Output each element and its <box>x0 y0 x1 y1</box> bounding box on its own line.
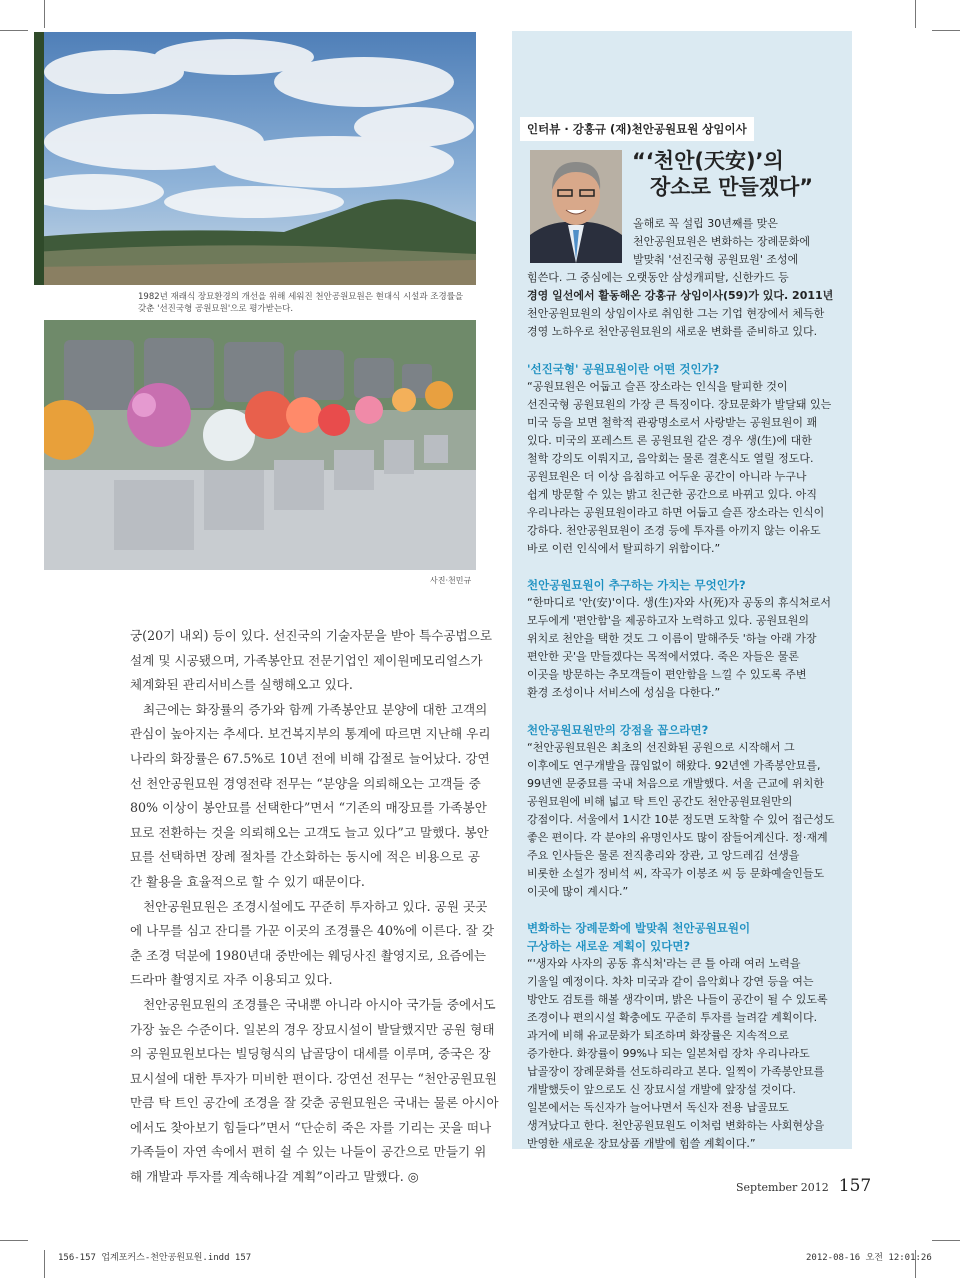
interview-answer-line: 편안한 곳'을 만들겠다는 목적에서였다. 죽은 자들은 물론 <box>527 650 799 663</box>
article-line: 관심이 높아지는 추세다. 보건복지부의 통계에 따르면 지난해 우리 <box>130 726 491 742</box>
interview-answer-line: 이곳에 많이 계시다.” <box>527 884 629 898</box>
interview-answer-line: 이곳을 방문하는 추모객들이 편안함을 느낄 수 있도록 주변 <box>527 668 807 681</box>
crop-mark <box>44 0 45 28</box>
article-line: 드라마 촬영지로 자주 이용되고 있다. <box>130 972 333 988</box>
article-line: 최근에는 화장률의 증가와 함께 가족봉안묘 분양에 대한 고객의 <box>143 701 488 717</box>
crop-mark <box>0 1240 28 1241</box>
article-line: 설계 및 시공됐으며, 가족봉안묘 전문기업인 제이원메모리얼스가 <box>130 652 483 668</box>
interview-answer-line: 선진국형 공원묘원의 가장 큰 특징이다. 장묘문화가 발달돼 있는 <box>527 397 832 411</box>
interview-answer-line: 생겨났다고 한다. 천안공원묘원도 이처럼 변화하는 사회현상을 <box>527 1119 825 1132</box>
caption-line: 1982년 재래식 장묘환경의 개선을 위해 세워진 천안공원묘원은 현대식 시설과 조경률을 <box>138 292 464 302</box>
interview-question: 변화하는 장례문화에 발맞춰 천안공원묘원이 <box>527 921 751 935</box>
caption-line: 갖춘 '선진국형 공원묘원'으로 평가받는다. <box>138 304 294 314</box>
photo-credit: 사진·천민규 <box>430 576 472 585</box>
interview-question: '선진국형' 공원묘원이란 어떤 것인가? <box>527 361 720 376</box>
crop-mark <box>932 1240 960 1241</box>
grave-flowers-photo <box>44 320 476 570</box>
intro-line: 경영 일선에서 활동해온 강홍규 상임이사(59)가 있다. 2011년 <box>527 289 834 302</box>
crop-mark <box>0 30 28 31</box>
interview-answer-line: 환경 조성이나 서비스에 성심을 다한다.” <box>527 686 721 699</box>
interview-answer-line: “한마디로 '안(安)'이다. 생(生)자와 사(死)자 공동의 휴식처로서 <box>527 596 831 609</box>
slug-filename: 156-157 업계포커스-천안공원묘원.indd 157 <box>58 1253 252 1263</box>
crop-mark <box>932 30 960 31</box>
interview-question: 천안공원묘원이 추구하는 가치는 무엇인가? <box>527 578 746 592</box>
interview-answer-line: 비롯한 소설가 정비석 씨, 작곡가 이봉조 씨 등 문화예술인들도 <box>527 866 825 880</box>
interview-answer-line: 납골장이 장례문화를 선도하리라고 본다. 일찍이 가족봉안묘를 <box>527 1065 825 1078</box>
intro-line: 힘쓴다. 그 중심에는 오랫동안 삼성캐피탈, 신한카드 등 <box>527 271 789 284</box>
article-line: 해 개발과 투자를 계속해나갈 계획”이라고 말했다. ◎ <box>130 1169 419 1185</box>
article-line: 천안공원묘원의 조경률은 국내뿐 아니라 아시아 국가들 중에서도 <box>143 996 496 1012</box>
article-line: 묘를 선택하면 장례 절차를 간소화하는 동시에 적은 비용으로 공 <box>130 849 480 865</box>
interview-answer-line: 위치로 천안을 택한 것도 그 이름이 말해주듯 '하늘 아래 가장 <box>527 632 817 645</box>
article-line: 에 나무를 심고 잔디를 가꾼 이곳의 조경률은 40%에 이른다. 잘 갖 <box>130 923 495 939</box>
article-line: 가장 높은 수준이다. 일본의 경우 장묘시설이 발달했지만 공원 형태 <box>130 1021 495 1037</box>
crop-mark <box>44 1250 45 1278</box>
spacer <box>527 558 839 577</box>
intro-line: 경영 노하우로 천안공원묘원의 새로운 변화를 준비하고 있다. <box>527 325 818 338</box>
article-line: 나라의 화장률은 67.5%로 10년 전에 비해 갑절로 늘어났다. 강연 <box>130 750 490 766</box>
page-number: 157 <box>838 1176 872 1196</box>
article-line: 80% 이상이 봉안묘를 선택한다”면서 “기존의 매장묘를 가족봉안 <box>130 800 487 816</box>
article-line: 궁(20기 내외) 등이 있다. 선진국의 기술자문을 받아 특수공법으로 <box>130 628 493 643</box>
interview-answer-line: 99년엔 문중묘를 국내 처음으로 개발했다. 서울 근교에 위치한 <box>527 776 824 790</box>
interview-headline <box>632 148 813 200</box>
interview-label: 인터뷰 · 강홍규 (재)천안공원묘원 상임이사 <box>520 117 754 141</box>
interview-answer-line: 우리나라는 공원묘원이라고 하면 어둡고 슬픈 장소라는 인식이 <box>527 505 825 519</box>
article-line: 체계화된 관리서비스를 실행해오고 있다. <box>130 677 353 693</box>
interview-answer-line: 강하다. 천안공원묘원이 조경 등에 투자를 아끼지 않는 이유도 <box>527 523 821 537</box>
intro-line: 천안공원묘원은 변화하는 장례문화에 <box>633 235 811 248</box>
interview-question: 천안공원묘원만의 강점을 꼽으라면? <box>527 722 709 737</box>
issue-date: September 2012 <box>736 1181 829 1194</box>
interview-answer-line: 증가한다. 화장률이 99%나 되는 일본처럼 장차 우리나라도 <box>527 1047 810 1060</box>
interview-answer-line: 개발했듯이 앞으로도 신 장묘시설 개발에 앞장설 것이다. <box>527 1083 796 1096</box>
article-line: 천안공원묘원은 조경시설에도 꾸준히 투자하고 있다. 공원 곳곳 <box>143 898 488 914</box>
intro-line: 발맞춰 '선진국형 공원묘원' 조성에 <box>633 253 799 266</box>
interview-answer-line: 반영한 새로운 장묘상품 개발에 힘쓸 계획이다.” <box>527 1137 756 1150</box>
interview-answer-line: 기울일 예정이다. 차차 미국과 같이 음악회나 강연 등을 여는 <box>527 975 814 988</box>
interview-answer-line: 미국 등을 보면 철학적 관광명소로서 사랑받는 공원묘원이 꽤 <box>527 415 818 429</box>
headline-line: “‘천안(天安)’의 <box>632 149 784 173</box>
slug-timestamp: 2012-08-16 오전 12:01:26 <box>806 1253 932 1263</box>
article-line: 간 활용을 효율적으로 할 수 있기 때문이다. <box>130 873 365 889</box>
article-line: 만큼 탁 트인 공간에 조경을 잘 갖춘 공원묘원은 국내는 물론 아시아 <box>130 1095 499 1111</box>
interview-answer-line: 바로 이런 인식에서 탈피하기 위함이다.” <box>527 541 721 555</box>
interview-answer-line: “'생자와 사자의 공동 휴식처'라는 큰 틀 아래 여러 노력을 <box>527 957 801 970</box>
article-line: 춘 조경 덕분에 1980년대 중반에는 웨딩사진 촬영지로, 요즘에는 <box>130 947 487 963</box>
interview-answer-line: 쉽게 방문할 수 있는 밝고 친근한 공간으로 바뀌고 있다. 아직 <box>527 487 817 501</box>
photo-caption <box>138 291 478 315</box>
interview-body <box>527 215 839 1153</box>
spacer <box>527 901 839 920</box>
interview-answer-line: 일본에서는 독신자가 늘어나면서 독신자 전용 납골묘도 <box>527 1101 789 1114</box>
interview-answer-line: 철학 강의도 이뤄지고, 음악회는 물론 결혼식도 열릴 정도다. <box>527 451 814 465</box>
interview-answer-line: “천안공원묘원은 최초의 선진화된 공원으로 시작해서 그 <box>527 740 795 754</box>
interview-answer-line: 주요 인사들은 물론 전직총리와 장관, 고 앙드레김 선생을 <box>527 848 800 862</box>
interview-answer-line: 공원묘원은 더 이상 음침하고 어두운 공간이 아니라 누구나 <box>527 469 807 483</box>
article-line: 에서도 찾아보기 힘들다”면서 “단순히 죽은 자를 기리는 곳을 떠나 <box>130 1119 492 1135</box>
interview-answer-line: 강점이다. 서울에서 1시간 10분 정도면 도착할 수 있어 접근성도 <box>527 812 835 826</box>
interview-answer-line: 방안도 검토를 해볼 생각이며, 밝은 나들이 공간이 될 수 있도록 <box>527 993 828 1006</box>
article-line: 선 천안공원묘원 경영전략 전무는 “분양을 의뢰해오는 고객들 중 <box>130 775 481 791</box>
folio <box>736 1176 871 1196</box>
interview-answer-line: 이후에도 연구개발을 끊임없이 해왔다. 92년엔 가족봉안묘를, <box>527 758 821 772</box>
article-line: 묘시설에 대한 투자가 미비한 편이다. 강연선 전무는 “천안공원묘원 <box>130 1070 497 1086</box>
interview-answer-line: 조경이나 편의시설 확충에도 꾸준히 투자를 늘려갈 계획이다. <box>527 1011 818 1024</box>
interview-answer-line: “공원묘원은 어둡고 슬픈 장소라는 인식을 탈피한 것이 <box>527 379 788 393</box>
headline-line: 장소로 만들겠다” <box>650 175 814 199</box>
interview-answer-line: 모두에게 '편안함'을 제공하고자 노력하고 있다. 공원묘원의 <box>527 614 810 627</box>
interview-answer-line: 좋은 편이다. 각 분야의 유명인사도 많이 잠들어계신다. 정·재계 <box>527 830 828 844</box>
spacer <box>527 702 839 721</box>
article-line: 묘로 전환하는 것을 의뢰해오는 고객도 늘고 있다”고 말했다. 봉안 <box>130 824 489 840</box>
interview-question: 구상하는 새로운 계획이 있다면? <box>527 939 691 953</box>
article-line: 가족들이 자연 속에서 편히 쉴 수 있는 나들이 공간으로 만들기 위 <box>130 1144 487 1160</box>
intro-line: 천안공원묘원의 상임이사로 취임한 그는 기업 현장에서 체득한 <box>527 307 825 320</box>
spacer <box>527 341 839 360</box>
article-body <box>130 624 499 1190</box>
article-line: 의 공원묘원보다는 빌딩형식의 납골당이 대세를 이루며, 중국은 장 <box>130 1046 491 1062</box>
crop-mark <box>915 0 916 28</box>
cemetery-landscape-photo <box>34 32 476 285</box>
interview-answer-line: 공원묘원에 비해 넓고 탁 트인 공간도 천안공원묘원만의 <box>527 794 793 808</box>
interview-answer-line: 있다. 미국의 포레스트 론 공원묘원 같은 경우 생(生)에 대한 <box>527 433 812 447</box>
interview-answer-line: 과거에 비해 유교문화가 퇴조하며 화장률은 지속적으로 <box>527 1029 789 1042</box>
intro-line: 올해로 꼭 설립 30년째를 맞은 <box>633 217 778 230</box>
